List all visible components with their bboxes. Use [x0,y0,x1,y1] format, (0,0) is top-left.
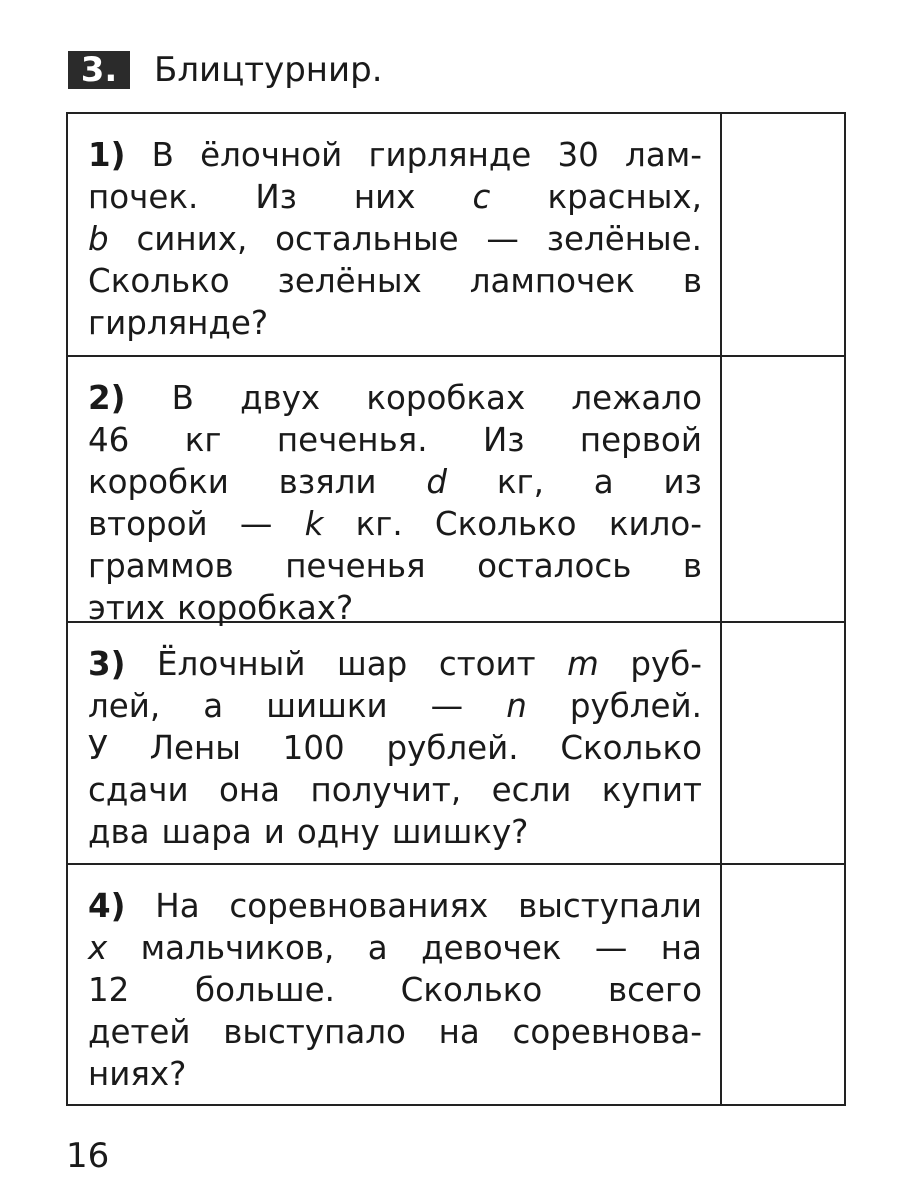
task-word: выступали [518,887,702,925]
task-word: из [663,463,702,501]
task-word: ёлочной [200,136,343,174]
task-word: — [486,220,519,258]
task-word: двух [240,379,321,417]
exercise-title: Блицтурнир. [154,50,383,90]
task-word: ниях? [88,1055,187,1093]
answer-cell[interactable] [720,357,844,621]
task-row [68,114,844,357]
task-word: девочек [421,929,562,967]
task-line [88,218,702,260]
task-word: Сколько [434,505,577,543]
task-line [88,685,702,727]
task-word: В [151,136,174,174]
task-word: лежало [571,379,702,417]
task-number: 2) [88,379,126,417]
task-variable: n [506,687,527,725]
task-word: 12 [88,971,130,1009]
task-line [88,377,702,419]
answer-cell[interactable] [720,865,844,1104]
task-word: взяли [278,463,377,501]
task-line [88,969,702,1011]
task-line [88,769,702,811]
task-line [88,419,702,461]
task-word: кг. [355,505,403,543]
task-word: 30 [557,136,599,174]
task-line [88,1011,702,1053]
task-word: них [353,178,416,216]
task-word: 46 [88,421,130,459]
task-word: кг [184,421,222,459]
task-word: купит [601,771,702,809]
task-word: гирлянде [368,136,532,174]
task-variable: x [88,929,108,967]
task-word: сдачи [88,771,189,809]
task-word: этих [88,589,166,627]
task-word: коробках [366,379,526,417]
task-word: на [660,929,702,967]
task-word: — [594,929,628,967]
page-number: 16 [66,1136,110,1176]
task-line [88,811,702,853]
task-line [88,134,702,176]
task-text [88,885,702,1095]
task-number: 4) [88,887,126,925]
task-word: Из [255,178,297,216]
task-word: детей [88,1013,191,1051]
task-word: на [438,1013,480,1051]
task-word: шар [337,645,408,683]
task-word: она [219,771,281,809]
task-variable: d [426,463,448,501]
task-row [68,357,844,627]
task-word: Ёлочный [157,645,306,683]
task-line [88,260,702,302]
task-line [88,643,702,685]
task-variable: m [567,645,599,683]
task-number: 1) [88,136,126,174]
task-word: 100 [282,729,345,767]
task-word: Сколько [400,971,543,1009]
task-word: В [171,379,194,417]
task-line [88,503,702,545]
task-text [88,134,702,344]
task-line [88,727,702,769]
task-word: руб- [630,645,702,683]
task-word: больше. [195,971,335,1009]
task-row [68,623,844,865]
task-word: осталось [477,547,632,585]
answer-cell[interactable] [720,114,844,355]
task-word: Сколько [560,729,702,767]
task-word: Из [482,421,525,459]
task-word: красных, [547,178,702,216]
task-word: синих, [136,220,248,258]
task-word: граммов [88,547,234,585]
task-word: соревнова- [512,1013,702,1051]
task-word: Сколько [88,262,230,300]
task-word: шара [161,813,252,851]
task-word: рублей. [569,687,702,725]
task-word: почек. [88,178,199,216]
task-word: а [593,463,614,501]
task-line [88,1053,702,1095]
task-word: и [263,813,285,851]
task-word: стоит [438,645,536,683]
tasks-table [66,112,846,1106]
task-line [88,302,702,344]
task-line [88,176,702,218]
task-word: коробки [88,463,229,501]
task-variable: k [304,505,324,543]
task-word: печенья [285,547,426,585]
task-word: На [155,887,200,925]
task-word: — [239,505,273,543]
task-variable: c [472,178,491,216]
answer-cell[interactable] [720,623,844,863]
task-line [88,461,702,503]
task-word: лам- [625,136,702,174]
task-word: шишку? [391,813,529,851]
task-word: остальные [275,220,459,258]
task-word: первой [579,421,702,459]
task-word: зелёных [277,262,422,300]
task-word: коробках? [177,589,354,627]
task-word: а [203,687,224,725]
task-word: рублей. [386,729,519,767]
task-word: шишки [266,687,388,725]
task-text [88,643,702,853]
task-word: если [491,771,572,809]
task-word: два [88,813,150,851]
task-word: кило- [608,505,702,543]
task-word: гирлянде? [88,304,269,342]
task-word: всего [608,971,702,1009]
task-word: зелёные. [546,220,702,258]
task-word: Лены [149,729,241,767]
task-text [88,377,702,629]
task-word: а [367,929,388,967]
task-word: в [682,262,702,300]
task-word: У [88,729,108,767]
task-word: лампочек [469,262,635,300]
task-word: печенья. [276,421,428,459]
task-row [68,865,844,1104]
task-word: лей, [88,687,161,725]
task-word: выступало [223,1013,406,1051]
task-line [88,545,702,587]
task-word: в [682,547,702,585]
task-word: соревнованиях [229,887,489,925]
task-number: 3) [88,645,126,683]
task-word: кг, [496,463,544,501]
exercise-header [68,40,383,100]
task-variable: b [88,220,109,258]
exercise-number-badge: 3. [68,51,130,89]
task-line [88,885,702,927]
task-word: мальчиков, [140,929,335,967]
task-word: получит, [310,771,462,809]
task-word: второй [88,505,208,543]
task-word: — [430,687,464,725]
task-word: одну [296,813,380,851]
task-line [88,927,702,969]
